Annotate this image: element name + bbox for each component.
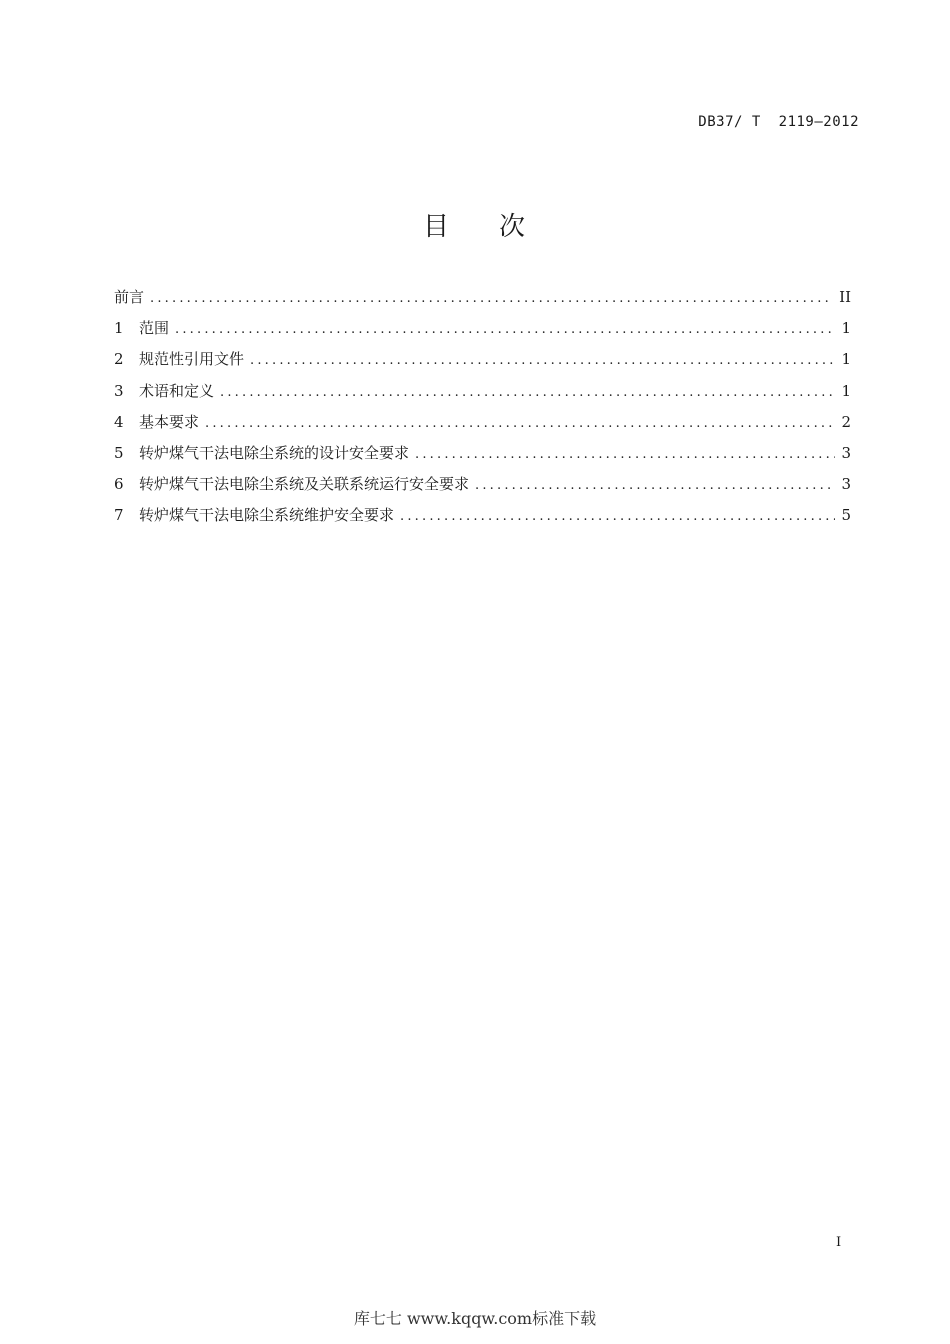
page-number: I <box>836 1235 842 1250</box>
toc-entry-text: 转炉煤气干法电除尘系统维护安全要求 <box>139 506 395 525</box>
toc-leader-dots <box>205 416 835 431</box>
toc-entry-2[interactable] <box>114 348 851 379</box>
toc-entry-number: 3 <box>114 381 124 400</box>
toc-leader-dots <box>150 291 833 306</box>
toc-leader-dots <box>415 447 835 462</box>
toc-entry-page: II <box>839 288 851 306</box>
toc-entry-page: 3 <box>841 443 851 462</box>
toc-entry-4[interactable] <box>114 411 851 442</box>
toc-leader-dots <box>175 322 835 337</box>
toc-leader-dots <box>250 353 835 368</box>
toc-entry-page: 1 <box>841 319 851 338</box>
toc-entry-page: 5 <box>841 506 851 525</box>
toc-entry-text: 规范性引用文件 <box>139 350 245 369</box>
toc-entry-number: 1 <box>114 319 124 338</box>
toc-entry-page: 2 <box>841 412 851 431</box>
toc-entry-6[interactable] <box>114 473 851 504</box>
toc-entry-1[interactable] <box>114 317 851 348</box>
toc-entry-page: 1 <box>841 381 851 400</box>
toc-entry-number: 2 <box>114 350 124 369</box>
toc-entry-3[interactable] <box>114 380 851 411</box>
toc-entry-number: 7 <box>114 506 124 525</box>
toc-leader-dots <box>400 509 835 524</box>
toc-entry-text: 前言 <box>114 288 145 306</box>
toc-entry-number: 6 <box>114 475 124 494</box>
toc-entry-text: 术语和定义 <box>139 381 215 400</box>
toc-title-char-2: 次 <box>499 212 528 242</box>
document-code: DB37/ T 2119—2012 <box>698 114 859 130</box>
table-of-contents <box>114 286 851 536</box>
toc-entry-text: 转炉煤气干法电除尘系统的设计安全要求 <box>139 443 410 462</box>
toc-entry-text: 基本要求 <box>139 412 200 431</box>
toc-title <box>0 206 950 243</box>
toc-leader-dots <box>475 478 835 493</box>
toc-title-char-1: 目 <box>422 212 451 242</box>
toc-entry-page: 3 <box>841 475 851 494</box>
toc-entry-5[interactable] <box>114 442 851 473</box>
toc-entry-page: 1 <box>841 350 851 369</box>
toc-entry-7[interactable] <box>114 504 851 535</box>
watermark-text: 库七七 www.kqqw.com标准下载 <box>353 1309 597 1328</box>
toc-entry-text: 范围 <box>139 319 170 338</box>
toc-entry-text: 转炉煤气干法电除尘系统及关联系统运行安全要求 <box>139 475 470 494</box>
toc-entry-number: 4 <box>114 412 124 431</box>
toc-entry-foreword[interactable] <box>114 286 851 317</box>
toc-entry-number: 5 <box>114 443 124 462</box>
toc-leader-dots <box>220 385 835 400</box>
